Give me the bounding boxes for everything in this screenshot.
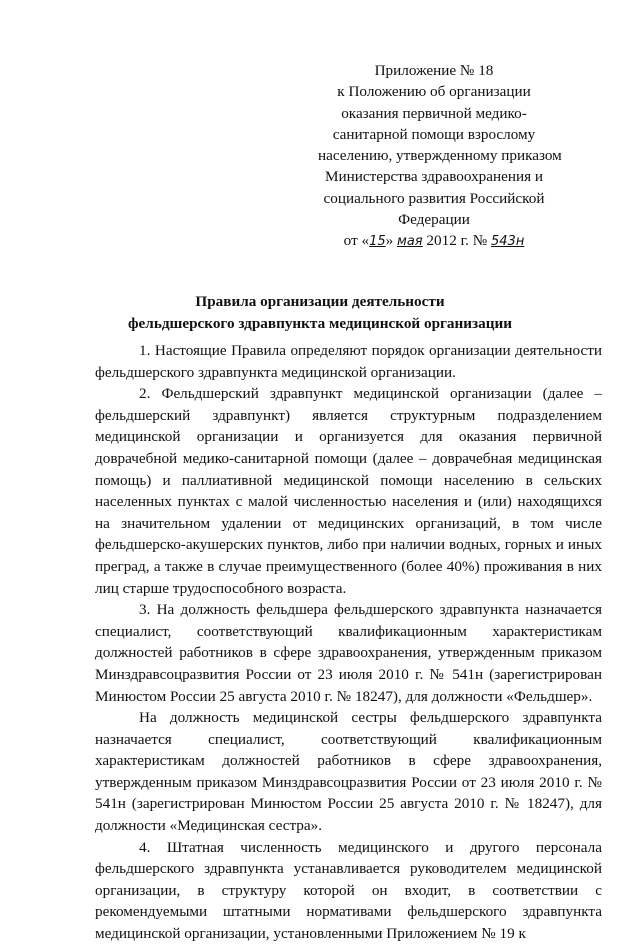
date-mid: » — [385, 232, 394, 250]
appendix-line: к Положению об организации — [337, 83, 531, 101]
appendix-line: Федерации — [398, 211, 470, 229]
paragraph-3: 3. На должность фельдшера фельдшерского здравпункта назначается специалист, соответствующий квалификационным характеристикам должностей работников в сфере здравоохранения, утвержденным приказом Минздравсоцразвития России от 23 июля 2010 г. № 541н (зарегистрирован Минюстом России 25 августа 2010 г. № 18247), для должности «Фельдшер». — [95, 601, 602, 705]
document-title — [100, 291, 540, 335]
appendix-line: населению, утвержденному приказом — [318, 147, 562, 165]
appendix-number: Приложение № 18 — [374, 62, 494, 79]
date-year: 2012 г. № — [426, 232, 488, 250]
paragraph-3-nurse: На должность медицинской сестры фельдшерского здравпункта назначается специалист, соответствующий квалификационным характеристикам должностей работников в сфере здравоохранения, утвержденным приказом Минздравсоцразвития России от 23 июля 2010 г. № 541н (зарегистрирован Минюстом России 25 августа 2010 г. № 18247), для должности «Медицинская сестра». — [95, 709, 602, 835]
handwritten-month: мая — [397, 234, 423, 250]
paragraph-1: 1. Настоящие Правила определяют порядок организации деятельности фельдшерского здравпункта медицинской организации. — [95, 342, 602, 381]
paragraph-4: 4. Штатная численность медицинского и другого персонала фельдшерского здравпункта устанавливается руководителем медицинской организации, в структуру которой он входит, в соответствии с рекомендуемыми штатными нормативами фельдшерского здравпункта медицинской организации, установленными Приложением № 19 к — [95, 838, 602, 943]
appendix-line: социального развития Российской — [323, 189, 545, 207]
date-prefix: от « — [343, 232, 370, 250]
paragraph-2: 2. Фельдшерский здравпункт медицинской организации (далее – фельдшерский здравпункт) является структурным подразделением медицинской организации и организуется для оказания первичной доврачебной медико-санитарной помощи (далее – доврачебная медицинская помощь) и паллиативной медицинской помощи населению в сельских населенных пунктах с малой численностью населения и (или) находящихся на значительном удалении от медицинских организаций, в том числе фельдшерско-акушерских пунктов, либо при наличии водных, горных и иных преград, а также в случае преимущественного (более 40%) проживания в них лиц старше трудоспособного возраста. — [95, 385, 602, 597]
appendix-line: санитарной помощи взрослому — [332, 125, 536, 143]
appendix-header — [318, 60, 562, 253]
title-line-2: фельдшерского здравпункта медицинской организации — [128, 315, 512, 332]
order-date-line — [318, 230, 550, 252]
appendix-line: оказания первичной медико- — [341, 104, 527, 122]
handwritten-order-number: 543н — [491, 234, 525, 250]
handwritten-day: 15 — [369, 234, 386, 250]
document-body — [95, 340, 602, 945]
appendix-line: Министерства здравоохранения и — [324, 168, 544, 186]
title-line-1: Правила организации деятельности — [195, 293, 445, 310]
